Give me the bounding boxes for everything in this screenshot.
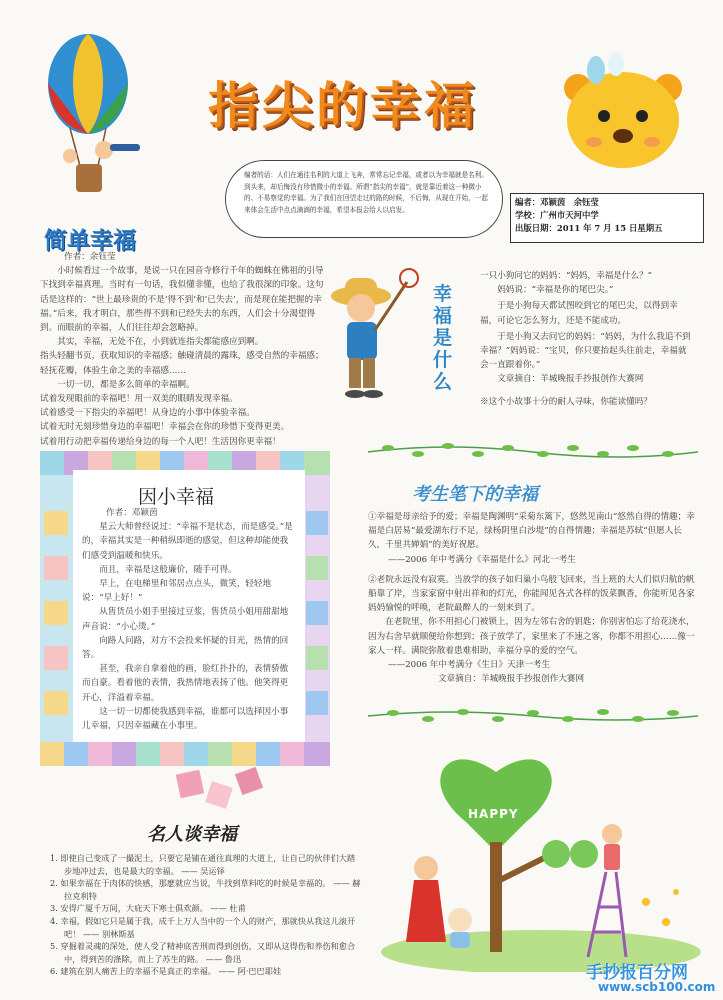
- footnote: ※这个小故事十分的耐人寻味，你能读懂吗？: [480, 396, 652, 407]
- section-student-writing-title: 考生笔下的幸福: [412, 484, 538, 505]
- paragraph: 从售货员小姐手里接过豆浆，售货员小姐用甜甜地声音说：“小心烫。”: [82, 607, 289, 632]
- watermark-url: www.scb100.com: [598, 980, 716, 994]
- section-what-is-happiness-body: [480, 269, 692, 409]
- section-simple-happiness-body: [40, 250, 325, 449]
- paragraph: 一切一切，都是多么简单的幸福啊。: [57, 379, 195, 390]
- boy-with-net-illustration: [325, 268, 421, 416]
- paragraph: 于是小狗又去问它的妈妈：“妈妈，为什么我追不到幸福？”妈妈说：“宝贝，你只要抬起头往前走，幸福就会一直跟着你。”: [480, 331, 691, 371]
- source-note: 文章摘自：羊城晚报手抄报创作大赛网: [497, 374, 644, 385]
- newspaper-title: 指尖的幸福: [208, 76, 478, 135]
- paragraph: 在老院里，你不用担心门被锁上，因为左邻右舍的钥匙；你别害怕忘了给花浇水，因为右舍早就顺便给你想到；孩子放学了，家里来了不速之客，你都不用担心……像一家人一样。满院弥散着患难相助，幸福分享的爱的空气。: [368, 617, 695, 656]
- watermark-name: 手抄报百分网: [586, 963, 688, 983]
- editors-line: 编者：邓颖茵 余钰莹: [515, 197, 599, 207]
- paragraph: 早上，在电梯里和邻居点点头，微笑，轻轻地说：“早上好！”: [82, 579, 272, 604]
- paragraph: 这一切一切都使我感到幸福，谁都可以选择因小事儿幸福，只因幸福藏在小事里。: [82, 706, 289, 732]
- section-student-writing-body: [368, 510, 698, 686]
- editor-note-text: 编者的话：人们在通往名利的大道上飞奔，常常忘记幸福，或者以为幸福就是名利。到头来，却后悔没有珍惜微小的幸福。所谓“指尖的幸福”，就是靠近着这一种微小的、不易察觉的幸福。为了我们在回望走过的路的时候，不后悔，从现在开始，一起来体会生活中点点滴滴的幸福，希望本报会给人以启发。: [244, 171, 488, 214]
- section-famous-quotes-body: [40, 852, 362, 978]
- school-line: 学校：广州市天河中学: [515, 210, 599, 220]
- paragraph: 向路人问路，对方不会投来怀疑的目光，热情的回答。: [82, 635, 289, 661]
- section-small-happiness-body: [82, 506, 296, 733]
- small-happiness-author: 作者：邓颖茵: [106, 508, 158, 518]
- paragraph: 试着发现眼前的幸福吧！用一双美的眼睛发现幸福。: [40, 394, 238, 405]
- date-line: 出版日期：2011 年 7 月 15 日星期五: [515, 223, 663, 233]
- happy-tree-family-illustration: [376, 742, 706, 972]
- paragraph: ②老院永远没有寂寞。当放学的孩子如归巢小鸟般飞回来，当上班的大人们似归航的帆船靠了岸，当家家窗中射出祥和的灯光，你能闻见各式各样的饭菜飘香，你能听见各家妈妈愉悦的呼唤，老院最醉人的一刻来到了。: [368, 574, 695, 614]
- source-line: ——2006 年中考满分《生日》天津一考生: [388, 660, 551, 671]
- section-famous-quotes-title: 名人谈幸福: [147, 824, 237, 845]
- paragraph: 甚至，我亲自拿着他的画，脸红扑扑的，表情骄傲而自豪。看着他的表情，我热情地表扬了他。他笑得更开心，洋溢着幸福。: [82, 664, 289, 703]
- section-small-happiness-title: 因小幸福: [138, 486, 215, 508]
- paragraph: 小时候看过一个故事，是说一只在园音寺修行千年的蜘蛛在佛祖的引导下找到幸福真理。当时有一句话，我似懂非懂，也给了我很深的印象。这句话是这样的：“世上最珍贵的不是‘得不到’和‘已失去’，而是现在能把握的幸福。”后来，我才明白，那些得不到和已经失去的东西，人们会十分渴望得到。而眼前的幸福，人们往往却会忽略掉。: [40, 266, 324, 334]
- leaf-garland-divider: [368, 440, 698, 462]
- paragraph: 试着用行动把幸福传递给身边的每一个人吧！生活因你更幸福！: [40, 436, 281, 447]
- paragraph: 于是小狗每天都试图咬到它的尾巴尖，以得到幸福，可论它怎么努力，还是不能成功。: [480, 301, 678, 326]
- paragraph: 其实，幸福，无处不在，小到就连指尖都能感应到啊。: [57, 337, 264, 348]
- hot-air-balloon-illustration: [30, 28, 180, 198]
- paragraph: 而且，幸福是这般廉价，随手可得。: [99, 564, 237, 575]
- quote-item: 1. 即使自己变成了一撮泥土，只要它是铺在通往真理的大道上，让自己的伙伴们大踏步地冲过去，也是最大的幸福。 —— 吴运铎: [50, 853, 356, 876]
- quote-item: 5. 穿掘着灵魂的深处，使人受了精神底苦刑而得到创伤，又即从这得伤和养伤和愈合中，得到苦的涤除，而上了苏生的路。 —— 鲁迅: [50, 941, 356, 964]
- paragraph: 妈妈说：“幸福是你的尾巴尖。”: [497, 285, 614, 296]
- leaf-garland-divider: [368, 706, 698, 726]
- paragraph: 试着感受一下指尖的幸福吧！从身边的小事中体验幸福。: [40, 408, 255, 419]
- bear-illustration: [548, 52, 698, 172]
- paragraph: ①幸福是母亲给予的爱；幸福是陶渊明“采菊东篱下，悠然见南山”悠然自得的情趣；幸福是白居易“最爱湖东行不足，绿杨阴里白沙堤”的自得情趣；幸福是苏轼“但愿人长久，千里共婵娟”的美好祝愿。: [368, 512, 695, 551]
- paragraph: 星云大师曾经说过：“幸福不是状态，而是感受。”是的，幸福其实是一种稍纵即逝的感觉，但这种却能使我们感受到温暖和快乐。: [82, 522, 293, 561]
- simple-happiness-author: 作者：余钰莹: [64, 252, 116, 262]
- paragraph: 指头轻翻书页，获取知识的幸福感；触碰清晨的露珠，感受自然的幸福感；轻抚花瓣，体验生命之美的幸福感……: [40, 351, 324, 376]
- quote-item: 6. 建筑在别人痛苦上的幸福不是真正的幸福。 —— 阿·巴巴耶娃: [50, 966, 282, 977]
- paragraph: 试着无时无刻珍惜身边的幸福吧！幸福会在你的珍惜下变得更美。: [40, 422, 290, 433]
- happy-sign-text: HAPPY: [468, 807, 519, 821]
- puzzle-pieces-decoration: [168, 764, 278, 824]
- section-simple-happiness-title: 简单幸福: [44, 228, 136, 254]
- source-note: 文章摘自：羊城晚报手抄报创作大赛网: [438, 674, 585, 685]
- publication-info-box: [510, 193, 704, 243]
- quote-item: 3. 安得广厦千万间，大庇天下寒士俱欢颜。 —— 杜甫: [50, 903, 246, 914]
- source-line: ——2006 年中考满分《幸福是什么》河北一考生: [388, 554, 576, 565]
- quote-item: 4. 幸福，假如它只是属于我，成千上万人当中的一个人的财产，那就快从我这儿滚开吧！ —— 别林斯基: [50, 915, 356, 939]
- paragraph: 一只小狗问它的妈妈：“妈妈，幸福是什么？”: [480, 271, 653, 281]
- section-what-is-happiness-title: 幸福是什么: [433, 283, 453, 393]
- quote-item: 2. 如果幸福在于肉体的快感，那麽就应当说，牛找到草料吃的时候是幸福的。 —— 赫拉克利特: [50, 878, 361, 901]
